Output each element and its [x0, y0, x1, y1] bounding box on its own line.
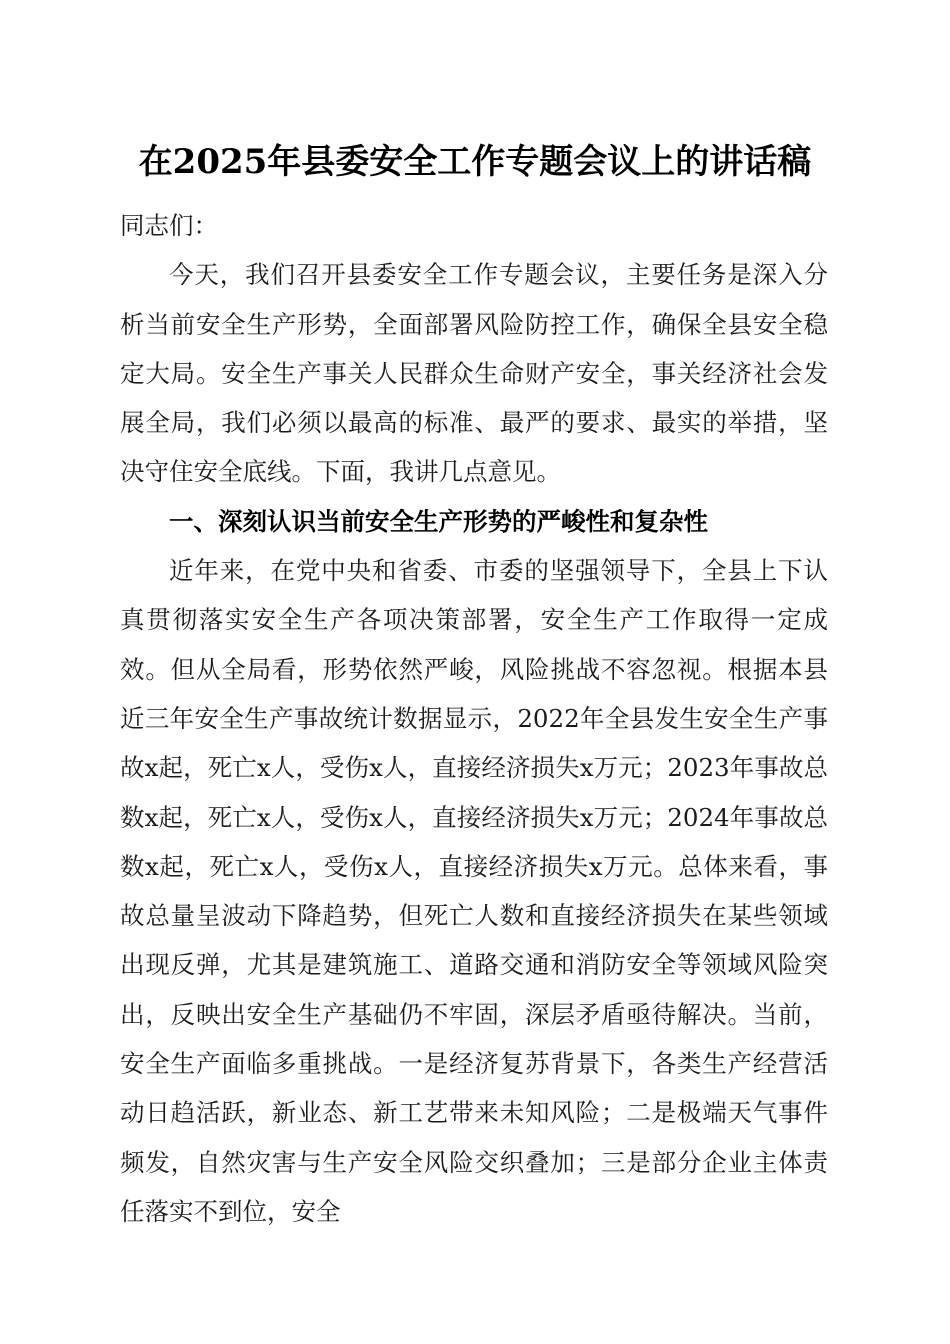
section-1-heading: 一、深刻认识当前安全生产形势的严峻性和复杂性 — [169, 506, 708, 536]
document-title: 在2025年县委安全工作专题会议上的讲话稿 — [138, 142, 812, 182]
document-body — [120, 201, 828, 1236]
intro-paragraph: 今天，我们召开县委安全工作专题会议，主要任务是深入分析当前安全生产形势，全面部署风险防控工作，确保全县安全稳定大局。安全生产事关人民群众生命财产安全，事关经济社会发展全局，我们必须以最高的标准、最严的要求、最实的举措，坚决守住安全底线。下面，我讲几点意见。 — [120, 260, 828, 487]
salutation: 同志们： — [120, 211, 218, 240]
section-1-paragraph: 近年来，在党中央和省委、市委的坚强领导下，全县上下认真贯彻落实安全生产各项决策部署，安全生产工作取得一定成效。但从全局看，形势依然严峻，风险挑战不容忽视。根据本县近三年安全生产事故统计数据显示，2022年全县发生安全生产事故x起，死亡x人，受伤x人，直接经济损失x万元；2023年事故总数x起，死亡x人，受伤x人，直接经济损失x万元；2024年事故总数x起，死亡x人，受伤x人，直接经济损失x万元。总体来看，事故总量呈波动下降趋势，但死亡人数和直接经济损失在某些领域出现反弹，尤其是建筑施工、道路交通和消防安全等领域风险突出，反映出安全生产基础仍不牢固，深层矛盾亟待解决。当前，安全生产面临多重挑战。一是经济复苏背景下，各类生产经营活动日趋活跃，新业态、新工艺带来未知风险；二是极端天气事件频发，自然灾害与生产安全风险交织叠加；三是部分企业主体责任落实不到位，安全 — [120, 556, 828, 1226]
